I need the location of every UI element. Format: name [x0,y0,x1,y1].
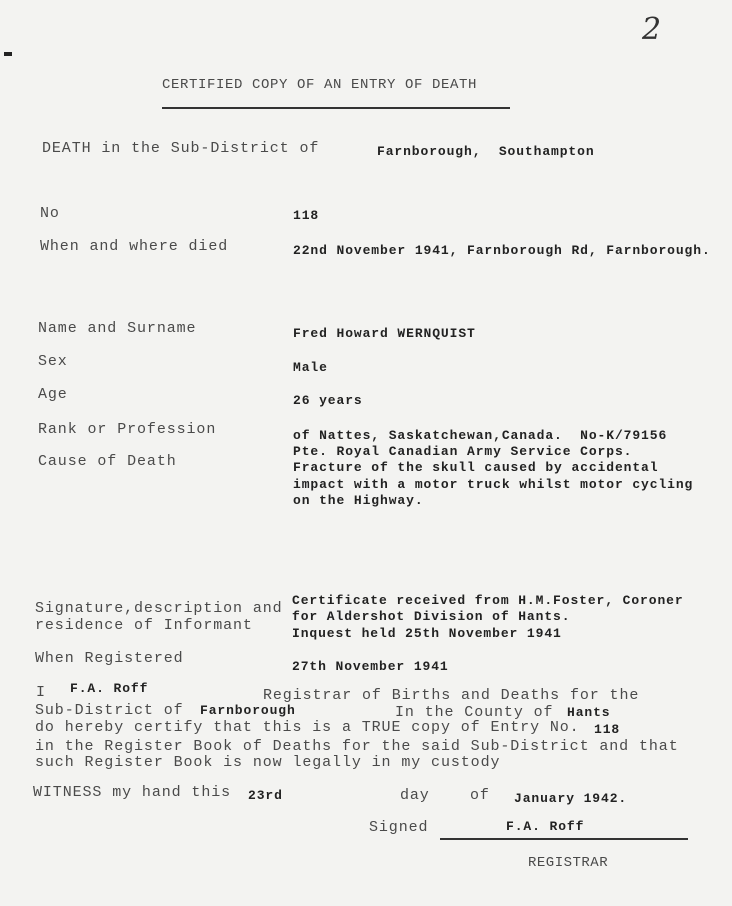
sex-label: Sex [38,353,68,370]
informant-line-2: for Aldershot Division of Hants. [292,609,571,624]
name-label: Name and Surname [38,320,197,337]
cert-i: I [36,684,46,701]
when-where-value: 22nd November 1941, Farnborough Rd, Farnborough. [293,243,711,258]
name-value: Fred Howard WERNQUIST [293,326,476,341]
witness-month-year: January 1942. [514,791,628,806]
informant-label-1: Signature,description and [35,600,283,617]
informant-label-2: residence of Informant [35,617,253,634]
registrar-name: F.A. Roff [70,681,149,696]
district-label: DEATH in the Sub-District of [42,140,320,157]
witness-day-value: 23rd [248,788,283,803]
age-label: Age [38,386,68,403]
witness-of-label: of [470,787,490,804]
cause-line-2: Fracture of the skull caused by accidental [293,460,659,475]
when-where-label: When and where died [40,238,229,255]
cert-line-4: in the Register Book of Deaths for the said Sub-District and that [35,738,679,755]
county-value: Hants [567,705,611,720]
sub-district-value: Farnborough [200,703,296,718]
cert-line-2a: Sub-District of [35,702,184,719]
cert-line-3: do hereby certify that this is a TRUE copy of Entry No. [35,719,580,736]
signature-line [440,838,688,840]
signed-label: Signed [369,819,429,836]
age-value: 26 years [293,393,363,408]
witness-label: WITNESS my hand this [33,784,232,801]
cause-label: Cause of Death [38,453,177,470]
informant-line-1: Certificate received from H.M.Foster, Coroner [292,593,684,608]
sex-value: Male [293,360,328,375]
entry-no-label: No [40,205,60,222]
registered-value: 27th November 1941 [292,659,449,674]
cause-line-3: impact with a motor truck whilst motor cycling [293,477,694,492]
cert-line-5: such Register Book is now legally in my custody [35,754,501,771]
punch-mark [4,52,12,56]
witness-day-label: day [400,787,430,804]
rank-value: of Nattes, Saskatchewan,Canada. No-K/79156 [293,428,668,443]
signed-value: F.A. Roff [506,819,585,834]
entry-no-value: 118 [293,208,320,223]
cause-line-4: on the Highway. [293,493,424,508]
title-underline [162,107,510,109]
document-title: CERTIFIED COPY OF AN ENTRY OF DEATH [162,77,478,93]
registrar-title: REGISTRAR [528,855,609,871]
registered-label: When Registered [35,650,184,667]
cause-line-1: Pte. Royal Canadian Army Service Corps. [293,444,633,459]
entry-no-ref: 118 [594,722,621,737]
cert-line-1: Registrar of Births and Deaths for the [263,687,640,704]
district-value: Farnborough, Southampton [377,144,595,159]
rank-label: Rank or Profession [38,421,217,438]
cert-line-2b: In the County of [395,704,554,721]
informant-line-3: Inquest held 25th November 1941 [292,626,562,641]
page-number: 2 [642,12,662,47]
